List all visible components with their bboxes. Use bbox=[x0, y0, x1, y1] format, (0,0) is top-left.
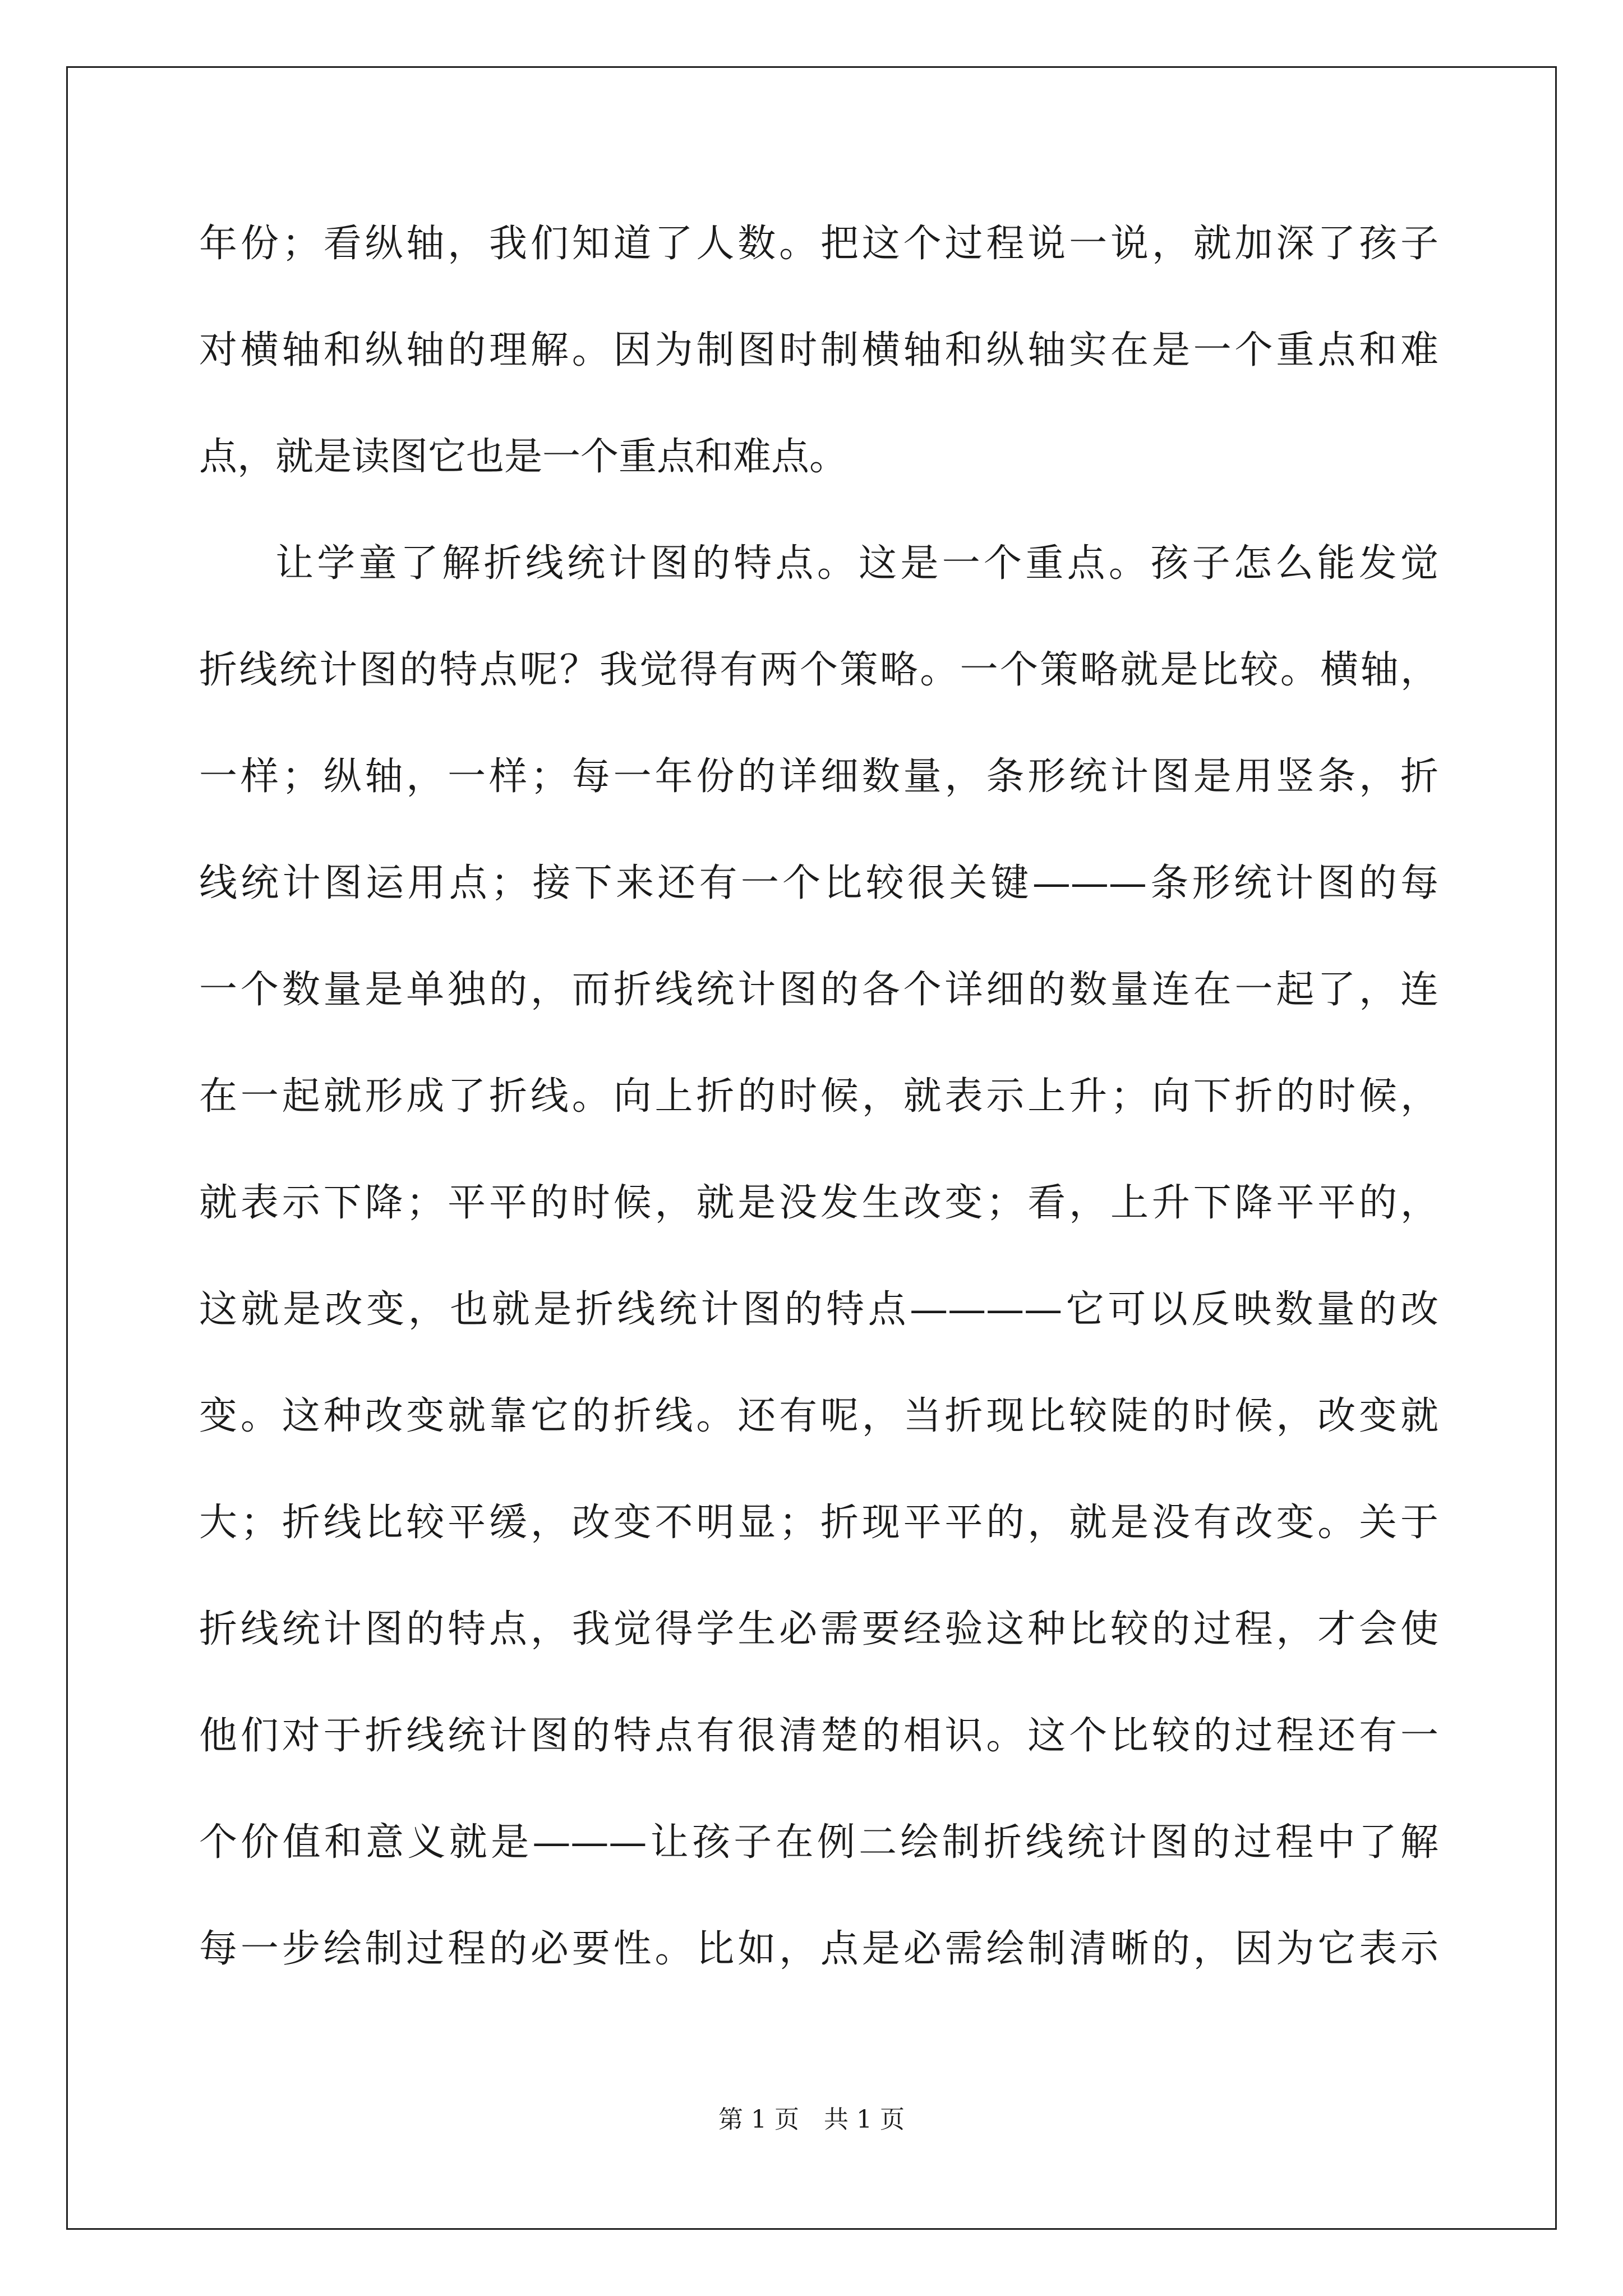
text-line: 变。这种改变就靠它的折线。还有呢，当折现比较陡的时候，改变就 bbox=[199, 1394, 1438, 1438]
text-line: 在一起就形成了折线。向上折的时候，就表示上升；向下折的时候， bbox=[199, 1074, 1438, 1119]
text-line: 每一步绘制过程的必要性。比如，点是必需绘制清晰的，因为它表示 bbox=[199, 1927, 1438, 1971]
document-body bbox=[199, 191, 1438, 2003]
page-number: 第 1 页 共 1 页 bbox=[718, 2105, 905, 2134]
text-line: 他们对于折线统计图的特点有很清楚的相识。这个比较的过程还有一 bbox=[199, 1714, 1438, 1758]
text-line: 就表示下降；平平的时候，就是没发生改变；看，上升下降平平的， bbox=[199, 1181, 1438, 1225]
text-line: 这就是改变，也就是折线统计图的特点————它可以反映数量的改 bbox=[199, 1287, 1438, 1332]
text-line: 大；折线比较平缓，改变不明显；折现平平的，就是没有改变。关于 bbox=[199, 1501, 1438, 1545]
text-line: 一样；纵轴，一样；每一年份的详细数量，条形统计图是用竖条，折 bbox=[199, 754, 1438, 799]
text-line: 一个数量是单独的，而折线统计图的各个详细的数量连在一起了，连 bbox=[199, 968, 1438, 1012]
text-line: 点，就是读图它也是一个重点和难点。 bbox=[199, 435, 848, 479]
text-line: 折线统计图的特点，我觉得学生必需要经验这种比较的过程，才会使 bbox=[199, 1607, 1438, 1651]
text-line: 对横轴和纵轴的理解。因为制图时制横轴和纵轴实在是一个重点和难 bbox=[199, 328, 1438, 372]
text-line: 折线统计图的特点呢？我觉得有两个策略。一个策略就是比较。横轴， bbox=[199, 648, 1438, 692]
text-line: 年份；看纵轴，我们知道了人数。把这个过程说一说，就加深了孩子 bbox=[199, 222, 1438, 266]
paragraph-first-line: 让学童了解折线统计图的特点。这是一个重点。孩子怎么能发觉 bbox=[275, 541, 1438, 586]
text-line: 线统计图运用点；接下来还有一个比较很关键———条形统计图的每 bbox=[199, 861, 1438, 905]
text-line: 个价值和意义就是———让孩子在例二绘制折线统计图的过程中了解 bbox=[199, 1820, 1438, 1865]
